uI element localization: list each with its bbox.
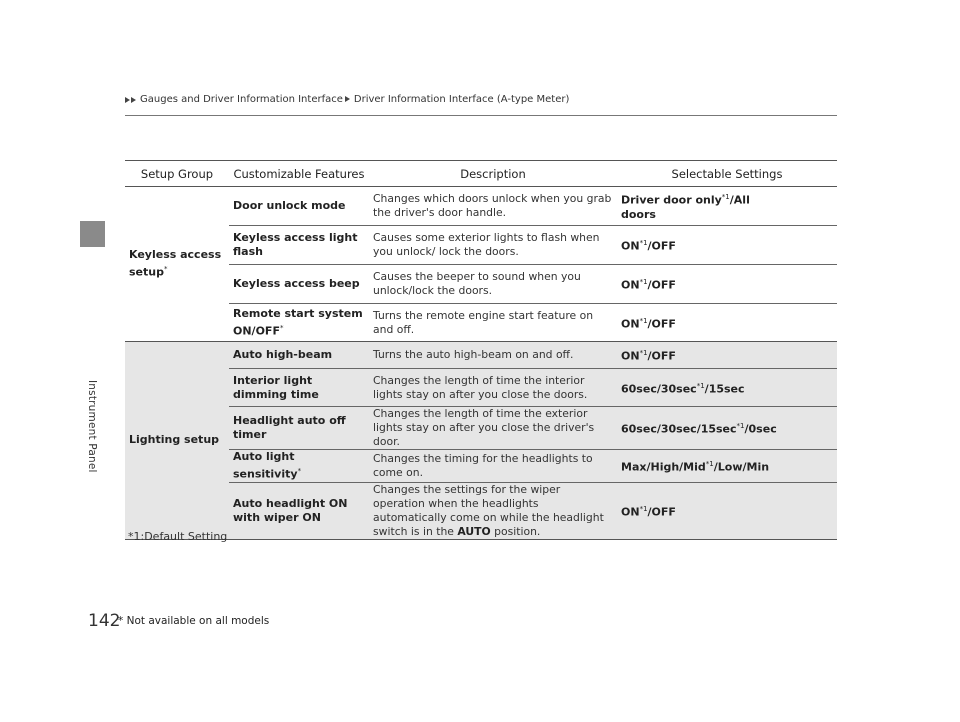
table-row xyxy=(125,369,837,407)
sidebar-tab-marker xyxy=(80,221,105,247)
header-setup-group: Setup Group xyxy=(125,161,229,187)
default-setting-footnote: *1:Default Setting xyxy=(128,530,228,543)
feature-auto-headlight-wiper: Auto headlight ON with wiper ON xyxy=(229,482,369,539)
group-lighting-setup: Lighting setup xyxy=(125,342,229,540)
desc-keyless-beep: Causes the beeper to sound when you unlock/lock the doors. xyxy=(369,265,617,304)
settings-table xyxy=(125,160,837,540)
feature-auto-high-beam: Auto high-beam xyxy=(229,342,369,369)
breadcrumb-link-gauges[interactable]: Gauges and Driver Information Interface xyxy=(140,94,343,105)
table-row xyxy=(125,482,837,539)
setting-interior-dimming: $60\sec/30\sec^{*1}/15\sec$ xyxy=(617,369,837,407)
desc-auto-light-sensitivity: Changes the timing for the headlights to come on. xyxy=(369,450,617,483)
desc-remote-start: Turns the remote engine start feature on and off. xyxy=(369,304,617,342)
feature-keyless-beep: Keyless access beep xyxy=(229,265,369,304)
models-footnote: * Not available on all models xyxy=(118,615,270,627)
setting-auto-light-sensitivity: Max/High/Mid$^{*1}$/Low/Min xyxy=(617,450,837,483)
setting-door-unlock-mode: Driver door only$^{*1}$/All doors xyxy=(617,187,837,226)
group-keyless-access: Keyless access setup* xyxy=(125,187,229,342)
breadcrumb-arrow-icon xyxy=(131,97,136,103)
breadcrumb-arrow-icon xyxy=(345,96,350,102)
desc-door-unlock-mode: Changes which doors unlock when you grab the driver's door handle. xyxy=(369,187,617,226)
header-settings: Selectable Settings xyxy=(617,161,837,187)
feature-door-unlock-mode: Door unlock mode xyxy=(229,187,369,226)
setting-auto-headlight-wiper: ON$^{*1}$/OFF xyxy=(617,482,837,539)
table-row xyxy=(125,304,837,342)
setting-headlight-auto-off: $60\sec/30\sec/15\sec^{*1}/0\sec$ xyxy=(617,407,837,450)
feature-interior-dimming: Interior light dimming time xyxy=(229,369,369,407)
desc-auto-headlight-wiper: Changes the settings for the wiper operation when the headlights automatically come on while the headlight switch is in the AUTO position. xyxy=(369,482,617,539)
breadcrumb-link-dii[interactable]: Driver Information Interface (A-type Meter) xyxy=(353,94,570,105)
table-header-row xyxy=(125,161,837,187)
setting-keyless-beep: ON$^{*1}$/OFF xyxy=(617,265,837,304)
page-number: 142 xyxy=(88,611,121,631)
setting-remote-start: ON$^{*1}$/OFF xyxy=(617,304,837,342)
desc-auto-high-beam: Turns the auto high-beam on and off. xyxy=(369,342,617,369)
table-row xyxy=(125,407,837,450)
desc-headlight-auto-off: Changes the length of time the exterior lights stay on after you close the driver's door. xyxy=(369,407,617,450)
header-rule xyxy=(125,115,837,116)
breadcrumb-arrow-icon xyxy=(125,97,130,103)
feature-keyless-light-flash: Keyless access light flash xyxy=(229,226,369,265)
setting-auto-high-beam: ON$^{*1}$/OFF xyxy=(617,342,837,369)
feature-headlight-auto-off: Headlight auto off timer xyxy=(229,407,369,450)
setting-keyless-light-flash: ON$^{*1}$/OFF xyxy=(617,226,837,265)
table-row xyxy=(125,187,837,226)
header-description: Description xyxy=(369,161,617,187)
table-row xyxy=(125,342,837,369)
breadcrumb xyxy=(125,94,569,105)
sidebar-section-label: Instrument Panel xyxy=(86,380,98,473)
feature-auto-light-sensitivity: Auto light sensitivity* xyxy=(229,450,369,483)
table-row xyxy=(125,265,837,304)
desc-interior-dimming: Changes the length of time the interior lights stay on after you close the doors. xyxy=(369,369,617,407)
desc-keyless-light-flash: Causes some exterior lights to flash when you unlock/ lock the doors. xyxy=(369,226,617,265)
header-features: Customizable Features xyxy=(229,161,369,187)
table-row xyxy=(125,226,837,265)
table-row xyxy=(125,450,837,483)
feature-remote-start: Remote start system ON/OFF* xyxy=(229,304,369,342)
